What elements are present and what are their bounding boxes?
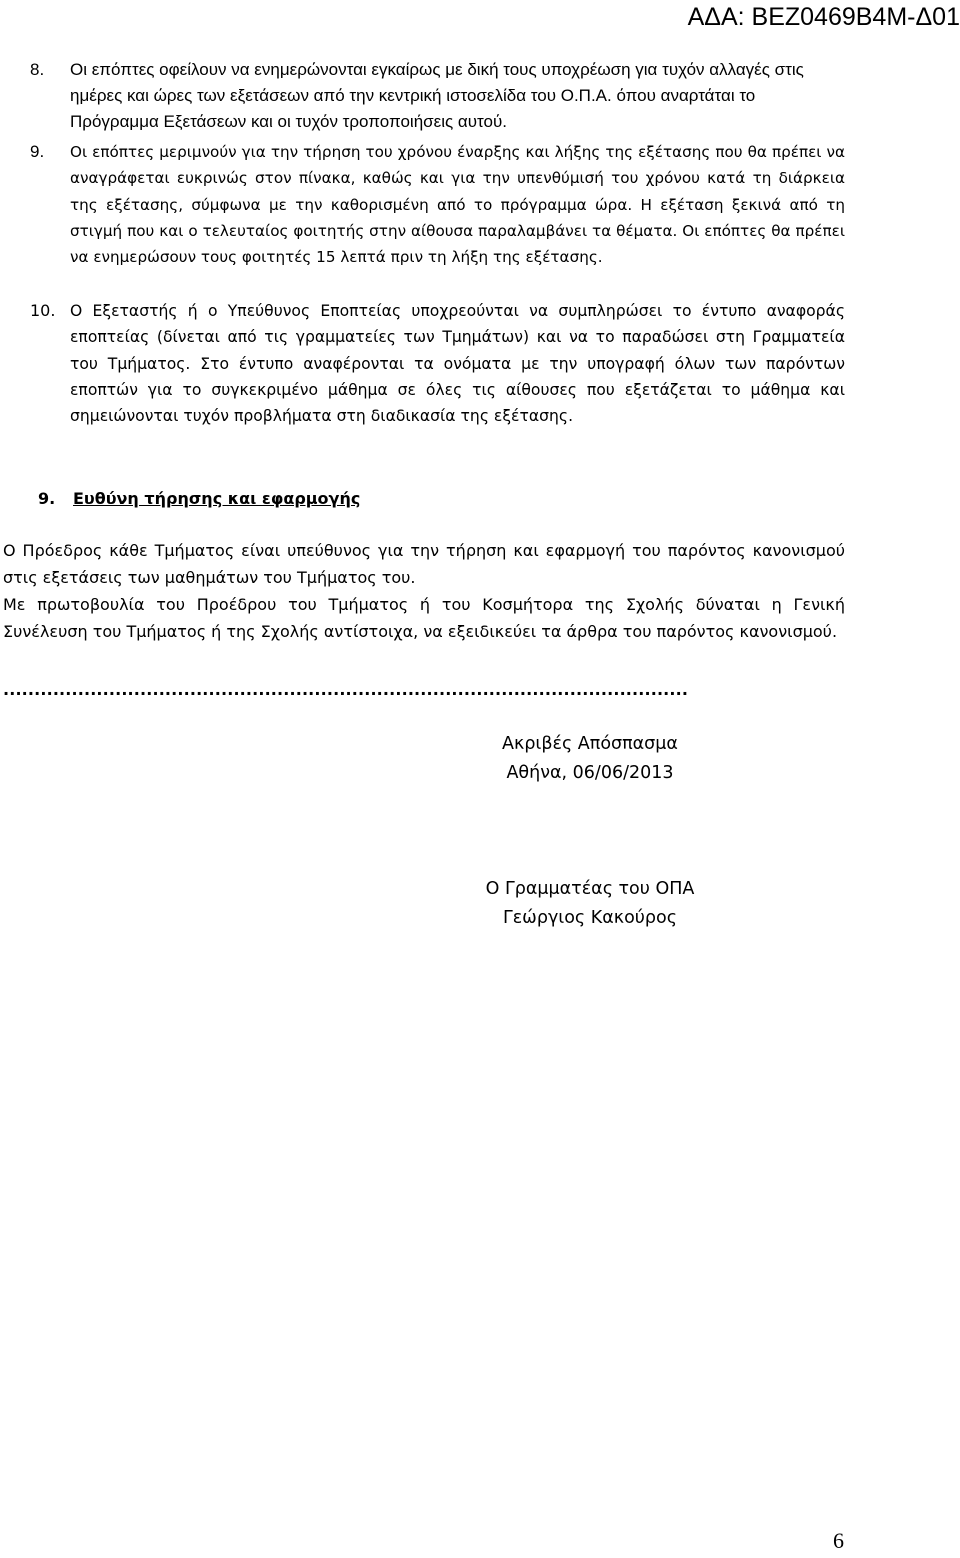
ada-code-header: ΑΔΑ: ΒΕΖ0469Β4Μ-Δ01 — [687, 3, 960, 31]
certified-copy-label: Ακριβές Απόσπασμα — [502, 734, 678, 754]
body-paragraph: Με πρωτοβουλία του Προέδρου του Τμήματος ή του Κοσμήτορα της Σχολής δύναται η Γενική Συνέλευση του Τμήματος ή της Σχολής αντίστοιχα, να εξειδικεύει τα άρθρα του παρόντος κανονισμού. — [3, 595, 845, 641]
list-item-8-container — [30, 57, 845, 135]
list-item — [30, 298, 845, 429]
list-item-10-container — [30, 298, 845, 429]
list-item — [30, 139, 845, 270]
list-item-9-container — [30, 139, 845, 270]
place-date: Αθήνα, 06/06/2013 — [506, 763, 674, 783]
dotted-separator: .............................................................................................................. — [3, 680, 689, 699]
body-paragraph: Ο Πρόεδρος κάθε Τμήματος είναι υπεύθυνος για την τήρηση και εφαρμογή του παρόντος κανονισμού στις εξετάσεις των μαθημάτων του Τμήματος του. — [3, 541, 845, 587]
signatory-name: Γεώργιος Κακούρος — [502, 908, 678, 928]
list-item-number: 10. — [30, 301, 56, 320]
list-item — [30, 57, 845, 135]
list-item-text: Ο Εξεταστής ή ο Υπεύθυνος Εποπτείας υποχρεούνται να συμπληρώσει το έντυπο αναφοράς εποπτείας (δίνεται από τις γραμματείες των Τμημάτων) και να το παραδώσει στη Γραμματεία του Τμήματος. Στο έντυπο αναφέρονται τα ονόματα με την υπογραφή όλων των παρόντων εποπτών για το συγκεκριμένο μάθημα σε όλες τις αίθουσες που εξετάζεται το μάθημα και σημειώνονται τυχόν προβλήματα στη διαδικασία της εξέτασης. — [70, 302, 845, 426]
list-item-number: 8. — [30, 60, 45, 79]
signatory-role: Ο Γραμματέας του ΟΠΑ — [485, 879, 695, 899]
section-number: 9. — [38, 489, 56, 508]
section-heading — [38, 487, 360, 511]
list-item-number: 9. — [30, 142, 45, 161]
page-number: 6 — [833, 1528, 844, 1553]
section-title: Ευθύνη τήρησης και εφαρμογής — [73, 489, 361, 508]
list-item-text: Οι επόπτες μεριμνούν για την τήρηση του χρόνου έναρξης και λήξης της εξέτασης που θα πρέπει να αναγράφεται ευκρινώς στον πίνακα, καθώς και για την υπενθύμισή του χρόνου κατά τη διάρκεια της εξέτασης, σύμφωνα με την καθορισμένη από το πρόγραμμα ώρα. Η εξέταση ξεκινά από τη στιγμή που και ο τελευταίος φοιτητής στην αίθουσα παραλαμβάνει τα θέματα. Οι επόπτες θα πρέπει να ενημερώσουν τους φοιτητές 15 λεπτά πριν τη λήξη της εξέτασης. — [70, 143, 845, 267]
list-item-text: Οι επόπτες οφείλουν να ενημερώνονται εγκαίρως με δική τους υποχρέωση για τυχόν αλλαγές στις ημέρες και ώρες των εξετάσεων από την κεντρική ιστοσελίδα του Ο.Π.Α. όπου αναρτάται το Πρόγραμμα Εξετάσεων και οι τυχόν τροποποιήσεις αυτού. — [70, 60, 804, 131]
